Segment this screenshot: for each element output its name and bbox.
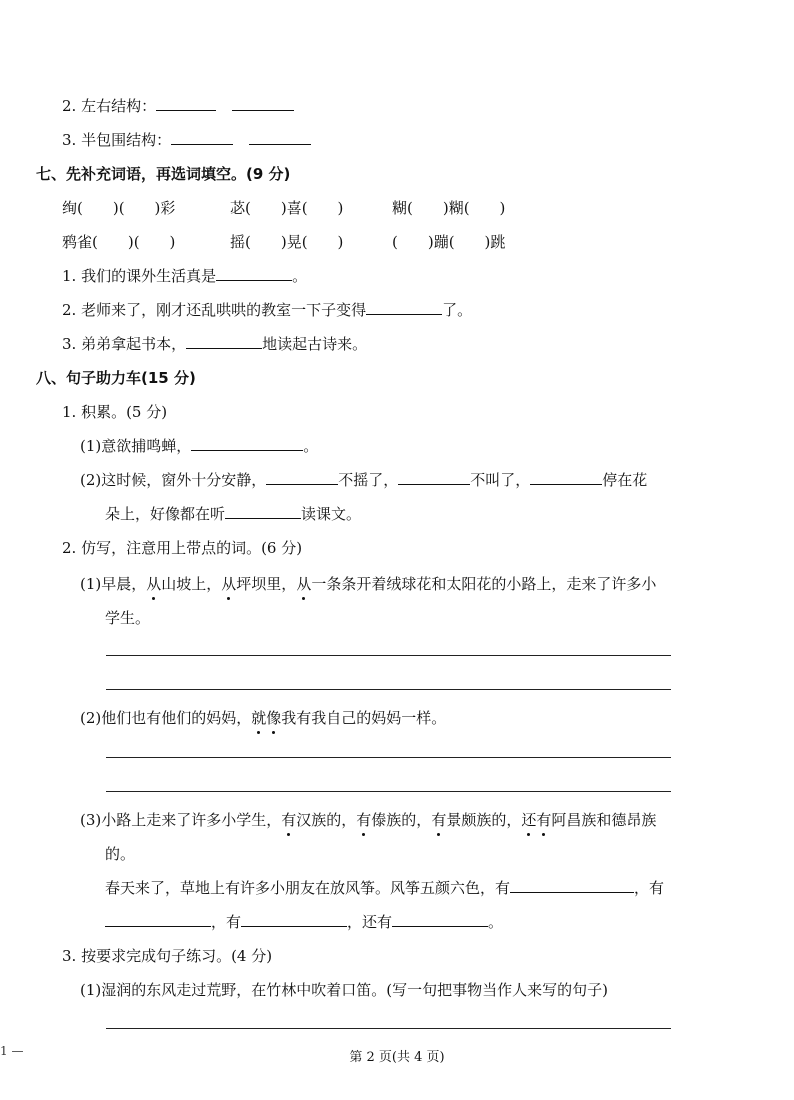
q8-part2-title: 2. 仿写，注意用上带点的词。(6 分) — [62, 539, 303, 557]
q8-part2-item3-line2: 的。 — [105, 845, 136, 863]
writing-line[interactable] — [106, 655, 671, 656]
q8-part2-item1-line1: (1)早晨，从山坡上，从坪坝里，从一条条开着绒球花和太阳花的小路上，走来了许多小 — [80, 575, 657, 593]
q8-part1-title: 1. 积累。(5 分) — [62, 403, 168, 421]
answer-blank[interactable] — [530, 470, 602, 485]
answer-blank[interactable] — [191, 436, 303, 451]
page-number-footer: 第 2 页(共 4 页) — [349, 1050, 445, 1065]
q8-part2-item3-line3: 春天来了，草地上有许多小朋友在放风筝。风筝五颜六色，有 ，有 — [105, 879, 665, 897]
answer-blank[interactable] — [392, 912, 488, 927]
emphasis-word: 从 — [296, 575, 312, 593]
emphasis-word: 从 — [221, 575, 237, 593]
q8-part3-title: 3. 按要求完成句子练习。(4 分) — [62, 947, 273, 965]
answer-blank[interactable] — [398, 470, 470, 485]
writing-line[interactable] — [106, 791, 671, 792]
q7-title: 七、先补充词语，再选词填空。(9 分) — [36, 165, 291, 183]
writing-line[interactable] — [106, 757, 671, 758]
q8-part1-item2-line2: 朵上，好像都在听 读课文。 — [105, 505, 362, 523]
emphasis-word: 从 — [146, 575, 162, 593]
q8-part1-item2-line1: (2)这时候，窗外十分安静， 不摇了， 不叫了， 停在花 — [80, 471, 648, 489]
q8-part1-item1: (1)意欲捕鸣蝉， 。 — [80, 437, 319, 455]
writing-line[interactable] — [106, 689, 671, 690]
q7-row1-word1: 绚( )( )彩 — [62, 199, 176, 217]
q7-row1-word2: 苾( )喜( ) — [230, 199, 344, 217]
answer-blank[interactable] — [249, 130, 311, 145]
answer-blank[interactable] — [241, 912, 347, 927]
q8-title: 八、句子助力车(15 分) — [36, 369, 196, 387]
q8-part2-item2: (2)他们也有他们的妈妈，就像我有我自己的妈妈一样。 — [80, 709, 447, 727]
answer-blank[interactable] — [232, 96, 294, 111]
answer-blank[interactable] — [266, 470, 338, 485]
q6-item-3: 3. 半包围结构： — [62, 130, 311, 150]
q7-sentence-2: 2. 老师来了，刚才还乱哄哄的教室一下子变得 了。 — [62, 301, 473, 319]
emphasis-word: 像 — [266, 709, 282, 727]
q7-sentence-1: 1. 我们的课外生活真是 。 — [62, 267, 308, 285]
q7-sentence-3: 3. 弟弟拿起书本， 地读起古诗来。 — [62, 335, 368, 353]
q7-row2-word1: 鸦雀( )( ) — [62, 233, 176, 251]
q7-row2-word2: 摇( )晃( ) — [230, 233, 344, 251]
q6-item-2: 2. 左右结构： — [62, 96, 294, 116]
emphasis-word: 还 — [521, 811, 537, 829]
answer-blank[interactable] — [510, 878, 634, 893]
answer-blank[interactable] — [171, 130, 233, 145]
answer-blank[interactable] — [186, 334, 262, 349]
q7-row2-word3: ( )蹦( )跳 — [392, 233, 506, 251]
emphasis-word: 有 — [431, 811, 447, 829]
answer-blank[interactable] — [225, 504, 301, 519]
page-edge-mark: 1 — — [0, 1044, 24, 1058]
q8-part2-item1-line2: 学生。 — [105, 609, 151, 627]
emphasis-word: 有 — [356, 811, 372, 829]
q7-row1-word3: 糊( )糊( ) — [392, 199, 506, 217]
emphasis-word: 有 — [281, 811, 297, 829]
emphasis-word: 有 — [536, 811, 552, 829]
q8-part2-item3-line1: (3)小路上走来了许多小学生，有汉族的，有傣族的，有景颇族的，还有阿昌族和德昂族 — [80, 811, 657, 829]
answer-blank[interactable] — [366, 300, 442, 315]
q8-part3-item1: (1)湿润的东风走过荒野，在竹林中吹着口笛。(写一句把事物当作人来写的句子) — [80, 981, 608, 999]
answer-blank[interactable] — [105, 912, 211, 927]
q8-part2-item3-line4: ，有 ，还有 。 — [105, 912, 503, 932]
emphasis-word: 就 — [251, 709, 267, 727]
answer-blank[interactable] — [156, 96, 216, 111]
answer-blank[interactable] — [216, 266, 292, 281]
writing-line[interactable] — [106, 1028, 671, 1029]
